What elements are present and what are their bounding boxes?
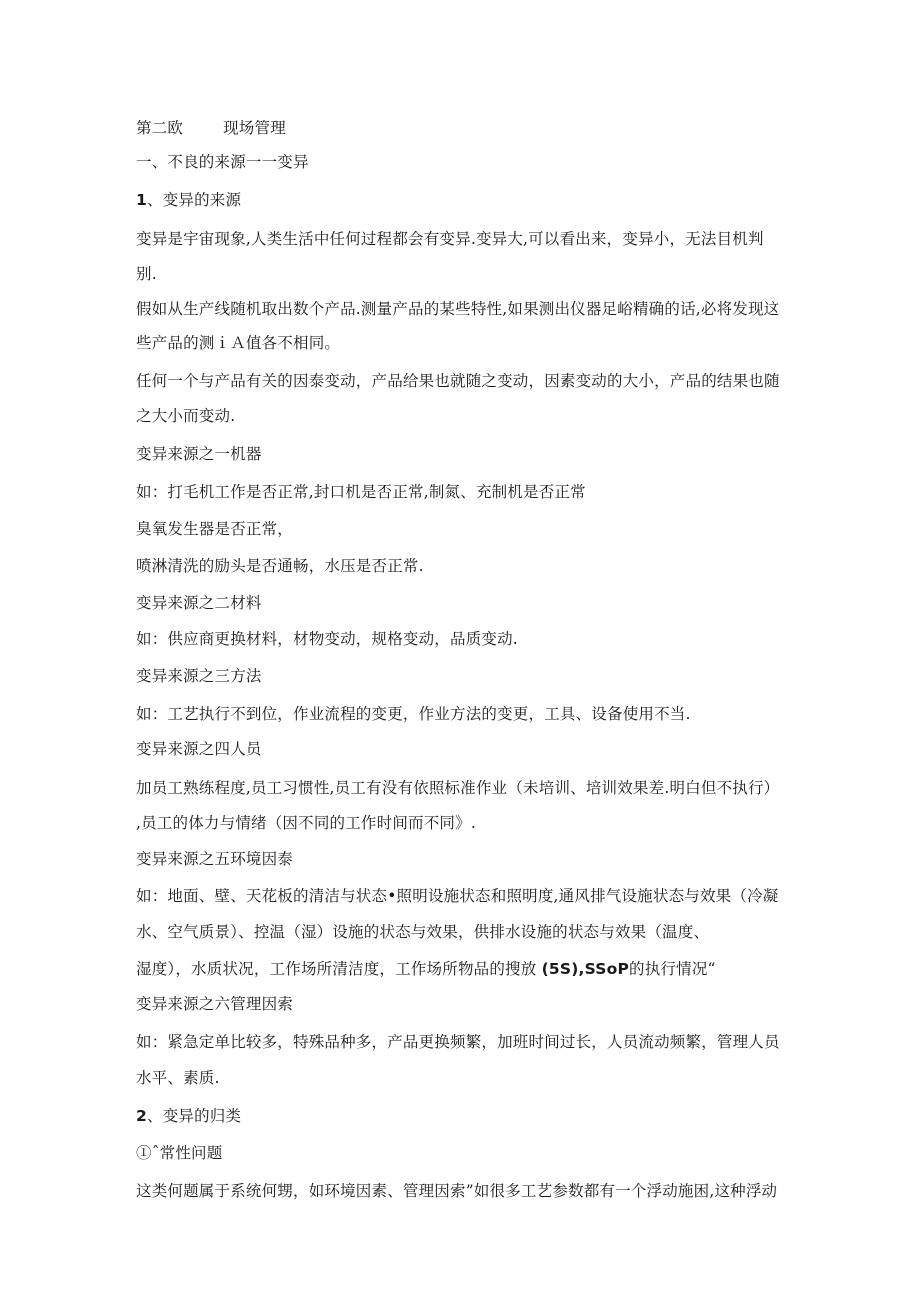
paragraph-line: 加员工熟练程度,员工习惯性,员工有没有依照标准作业（未培训、培训效果差.明白但不执行） xyxy=(136,779,780,797)
source-heading-material: 变异来源之二材料 xyxy=(136,594,262,612)
source-heading-personnel: 变异来源之四人员 xyxy=(136,740,262,758)
paragraph-line: 臭氧发生器是否正常， xyxy=(136,520,294,538)
text-run-bold: (5S) xyxy=(541,960,579,978)
source-heading-management: 变异来源之六管理因索 xyxy=(136,995,294,1013)
paragraph-line: 这类何题属于系统何甥，如环境因素、管理因索”如很多工艺参数都有一个浮动施困,这种浮动 xyxy=(136,1182,778,1200)
paragraph-line: 如：工艺执行不到位，作业流程的变更，作业方法的变更，工具、设备使用不当. xyxy=(136,705,691,723)
paragraph-line: ,员工的体力与情绪（因不同的工作时间而不同》. xyxy=(136,814,476,832)
subsection-heading-1 xyxy=(136,190,241,210)
paragraph-line: 水、空气质景）、控温（湿）设施的状态与效果，供排水设施的状态与效果（温度、 xyxy=(136,923,710,941)
text-run: 湿度），水质状况，工作场所清洁度，工作场所物品的搜放 xyxy=(136,960,537,978)
text-run: 的执行情况“ xyxy=(629,960,716,978)
paragraph-line xyxy=(136,959,716,979)
paragraph-line: 些产品的测ｉＡ值各不相同。 xyxy=(136,334,341,352)
paragraph-line: 假如从生产线随机取出数个产品.测量产品的某些特性,如果测出仪器足峪精确的话,必将发现这 xyxy=(136,300,780,318)
subsection-heading-2 xyxy=(136,1106,241,1126)
subsection-title: 、变异的归类 xyxy=(147,1107,242,1125)
text-run-bold: ,SSoP xyxy=(578,960,630,978)
source-heading-method: 变异来源之三方法 xyxy=(136,667,262,685)
chapter-title: 现场管理 xyxy=(223,119,286,137)
subsection-number: 2 xyxy=(136,1107,147,1125)
paragraph-line: 如：紧急定单比较多，特殊品种多，产品更换频繁，加班时间过长，人员流动频繁，管理人员 xyxy=(136,1033,780,1051)
source-heading-machine: 变异来源之一机器 xyxy=(136,445,262,463)
paragraph-line: 如：地面、壁、天花板的清洁与状态•照明设施状态和照明度,通风排气设施状态与效果（冷凝 xyxy=(136,887,779,905)
chapter-heading xyxy=(136,118,286,138)
chapter-number: 第二欧 xyxy=(136,119,184,137)
paragraph-line: 任何一个与产品有关的因泰变动，产品给果也就随之变动，因素变动的大小，产品的结果也随 xyxy=(136,372,780,390)
source-heading-environment: 变异来源之五环境因泰 xyxy=(136,850,294,868)
list-item-heading: ①ˆ常性问题 xyxy=(136,1144,223,1162)
paragraph-line: 如：供应商更换材料，材物变动，规格变动，品质变动. xyxy=(136,630,518,648)
paragraph-line: 变异是宇宙现象,人类生活中任何过程都会有变异.变异大,可以看出来，变异小，无法目机判 xyxy=(136,230,764,248)
section-heading-1: 一、不良的来源一一变异 xyxy=(136,153,309,171)
paragraph-line: 之大小而变动. xyxy=(136,407,236,425)
paragraph-line: 别. xyxy=(136,265,157,283)
subsection-title: 、变异的来源 xyxy=(147,191,242,209)
paragraph-line: 如：打毛机工作是否正常,封口机是否正常,制氮、充制机是否正常 xyxy=(136,483,586,501)
paragraph-line: 水平、素质. xyxy=(136,1069,220,1087)
paragraph-line: 喷淋清洗的励头是否通畅，水压是否正常. xyxy=(136,557,424,575)
subsection-number: 1 xyxy=(136,191,147,209)
